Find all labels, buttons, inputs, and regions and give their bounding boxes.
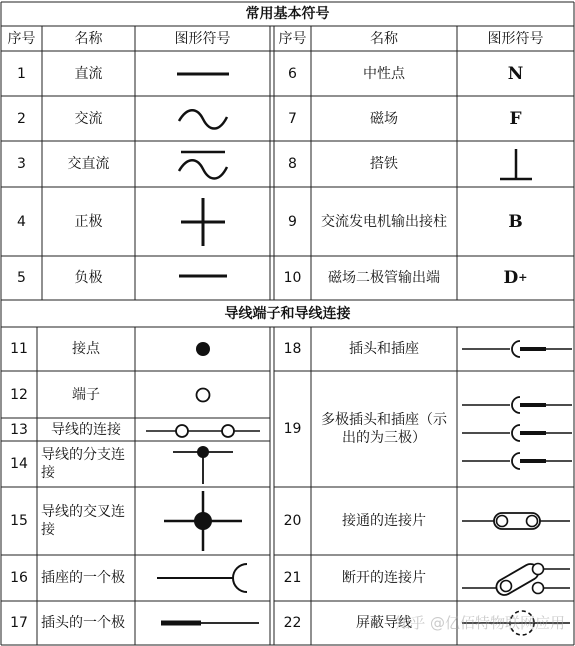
field-symbol: F bbox=[509, 108, 522, 129]
row-name: 交流 bbox=[74, 110, 103, 127]
row-index: 22 bbox=[283, 615, 302, 631]
row-index: 14 bbox=[10, 456, 28, 472]
row-index: 7 bbox=[288, 110, 297, 127]
acdc-icon bbox=[135, 141, 270, 187]
row-name: 搭铁 bbox=[370, 156, 398, 172]
section-title-basic: 常用基本符号 bbox=[245, 6, 330, 22]
row-name: 屏蔽导线 bbox=[356, 615, 412, 631]
row-index: 15 bbox=[10, 513, 28, 529]
col-header-index: 序号 bbox=[278, 30, 307, 47]
battery-terminal-symbol: B bbox=[508, 211, 523, 232]
branch-connection-icon bbox=[135, 441, 270, 487]
junction-dot-icon bbox=[135, 327, 270, 371]
row-index: 10 bbox=[283, 270, 302, 286]
row-name: 直流 bbox=[74, 65, 103, 82]
row-name: 磁场二极管输出端 bbox=[328, 270, 440, 286]
neutral-symbol: N bbox=[507, 63, 524, 84]
row-index: 21 bbox=[283, 570, 302, 586]
row-name: 磁场 bbox=[370, 110, 398, 127]
socket-pole-icon bbox=[135, 555, 270, 601]
row-index: 18 bbox=[283, 341, 302, 357]
row-index: 5 bbox=[17, 270, 26, 286]
row-name: 负极 bbox=[74, 270, 103, 286]
row-index: 4 bbox=[17, 213, 26, 230]
row-name: 交流发电机输出接柱 bbox=[321, 213, 447, 230]
row-name: 断开的连接片 bbox=[342, 570, 426, 586]
row-index: 11 bbox=[10, 341, 28, 357]
row-name: 导线的连接 bbox=[51, 421, 121, 438]
row-index: 9 bbox=[288, 213, 297, 230]
ground-icon bbox=[457, 141, 574, 187]
row-name: 接通的连接片 bbox=[342, 513, 426, 529]
row-name: 正极 bbox=[74, 213, 103, 230]
row-index: 19 bbox=[283, 421, 302, 437]
col-header-symbol: 图形符号 bbox=[487, 30, 544, 47]
col-header-name: 名称 bbox=[74, 30, 103, 47]
row-name: 导线的分支连接 bbox=[41, 447, 125, 481]
row-name: 插头和插座 bbox=[349, 341, 419, 357]
col-header-symbol: 图形符号 bbox=[174, 30, 231, 47]
row-index: 20 bbox=[283, 513, 302, 529]
ac-wave-icon bbox=[135, 96, 270, 141]
row-index: 13 bbox=[10, 421, 28, 438]
watermark: 知乎 @亿佰特物联网应用 bbox=[395, 614, 565, 632]
row-index: 1 bbox=[17, 65, 26, 82]
cross-connection-icon bbox=[135, 487, 270, 555]
row-name: 导线的交叉连接 bbox=[41, 504, 125, 538]
field-diode-symbol: D + bbox=[503, 268, 528, 288]
col-header-index: 序号 bbox=[7, 30, 36, 47]
plus-icon bbox=[135, 187, 270, 256]
row-name: 交直流 bbox=[67, 156, 110, 172]
row-index: 16 bbox=[10, 570, 28, 586]
closed-link-icon bbox=[457, 487, 574, 555]
open-link-icon bbox=[457, 555, 574, 601]
wire-connection-icon bbox=[135, 418, 270, 441]
section-title-wires: 导线端子和导线连接 bbox=[224, 305, 351, 322]
row-name: 插座的一个极 bbox=[41, 570, 125, 586]
row-name: 插头的一个极 bbox=[41, 615, 125, 631]
row-index: 8 bbox=[288, 156, 297, 172]
row-name: 多极插头和插座（示出的为三极） bbox=[321, 412, 447, 446]
dc-line-icon bbox=[135, 51, 270, 96]
terminal-circle-icon bbox=[135, 371, 270, 418]
row-index: 3 bbox=[17, 156, 26, 172]
row-name: 端子 bbox=[72, 386, 100, 403]
row-index: 2 bbox=[17, 110, 26, 127]
plug-socket-icon bbox=[457, 327, 574, 371]
row-index: 12 bbox=[10, 386, 28, 403]
multipole-plug-socket-icon bbox=[457, 371, 574, 487]
row-name: 中性点 bbox=[363, 65, 405, 82]
col-header-name: 名称 bbox=[370, 30, 398, 47]
row-index: 17 bbox=[10, 615, 28, 631]
row-name: 接点 bbox=[72, 341, 100, 357]
row-index: 6 bbox=[288, 65, 297, 82]
plug-pole-icon bbox=[135, 601, 270, 645]
minus-icon bbox=[135, 256, 270, 300]
